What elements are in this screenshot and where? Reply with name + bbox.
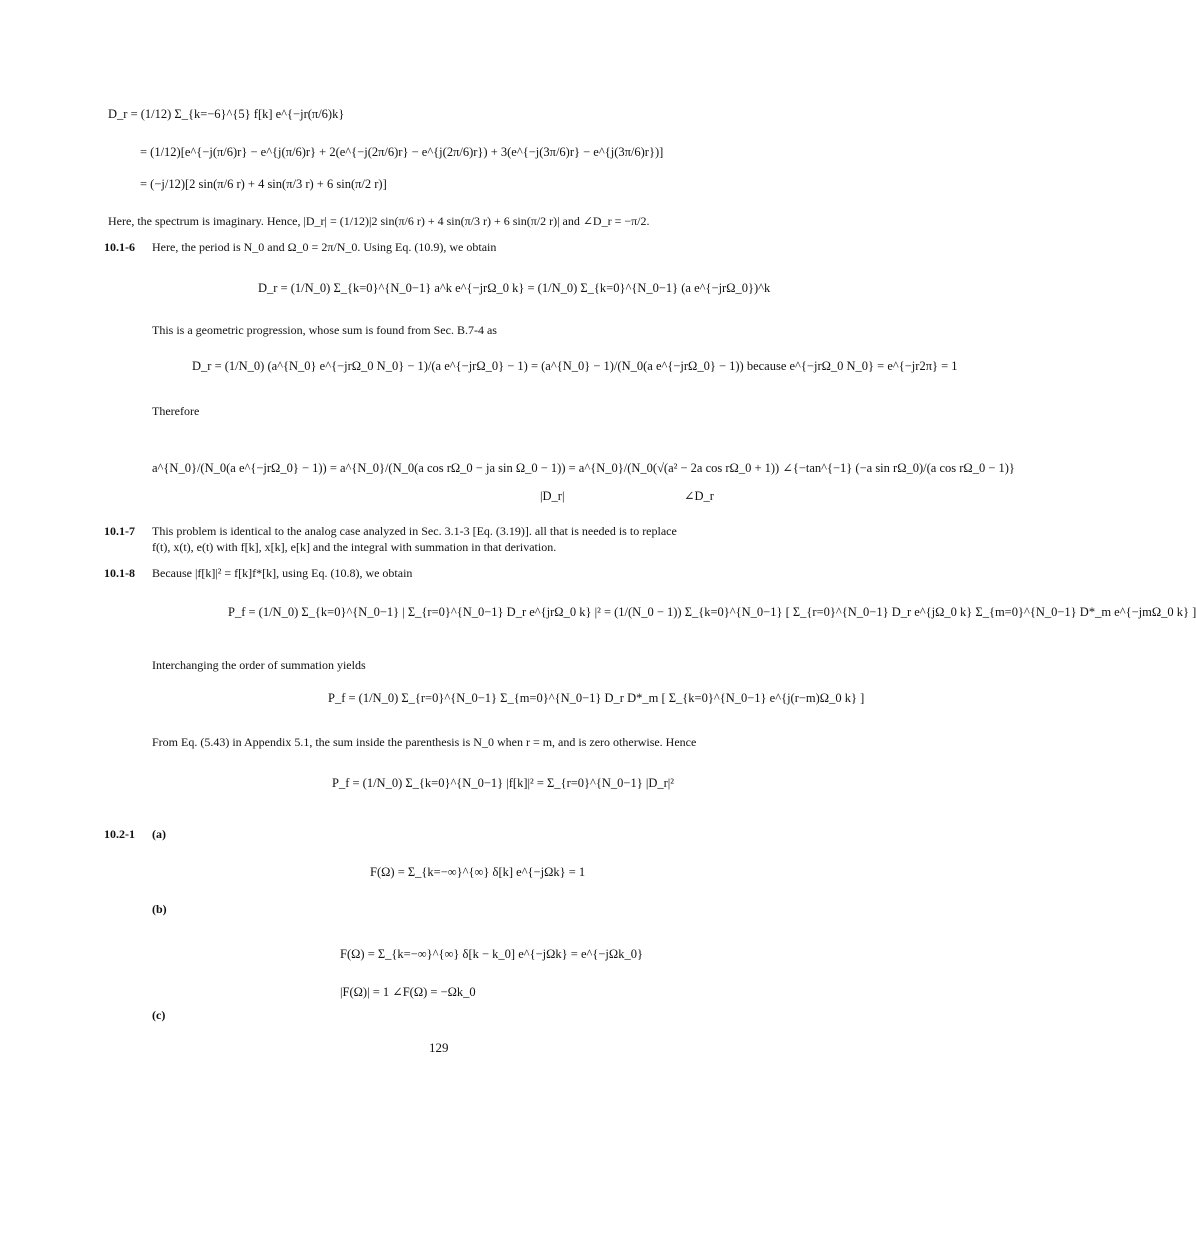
text-appendix: From Eq. (5.43) in Appendix 5.1, the sum inside the parenthesis is N_0 when r = m, and is zero otherwise. Hence [152,735,697,749]
text-analog-2: f(t), x(t), e(t) with f[k], x[k], e[k] and the integral with summation in that derivation. [152,540,557,554]
problem-10-1-8: 10.1-8 [104,566,135,580]
text-because: Because |f[k]|² = f[k]f*[k], using Eq. (10.8), we obtain [152,566,413,580]
problem-10-1-6: 10.1-6 [104,240,135,254]
eq-delta-b-magphase: |F(Ω)| = 1 ∠F(Ω) = −Ωk_0 [340,985,476,999]
text-period: Here, the period is N_0 and Ω_0 = 2π/N_0. Using Eq. (10.9), we obtain [152,240,497,254]
eq-delta-b: F(Ω) = Σ_{k=−∞}^{∞} δ[k − k_0] e^{−jΩk} = e^{−jΩk_0} [340,947,643,961]
part-a: (a) [152,827,166,841]
eq-pf-3: P_f = (1/N_0) Σ_{k=0}^{N_0−1} |f[k]|² = Σ_{r=0}^{N_0−1} |D_r|² [332,776,675,790]
eq-dr-sum: D_r = (1/N_0) Σ_{k=0}^{N_0−1} a^k e^{−jrΩ_0 k} = (1/N_0) Σ_{k=0}^{N_0−1} (a e^{−jrΩ_0})^k [258,281,771,295]
problem-10-2-1: 10.2-1 [104,827,135,841]
eq-delta-a: F(Ω) = Σ_{k=−∞}^{∞} δ[k] e^{−jΩk} = 1 [370,865,586,879]
text-therefore: Therefore [152,404,200,418]
page-number: 129 [429,1040,449,1055]
eq-magnitude-phase: a^{N_0}/(N_0(a e^{−jrΩ_0} − 1)) = a^{N_0}/(N_0(a cos rΩ_0 − ja sin Ω_0 − 1)) = a^{N_0}/(N_0(√(a² − 2a cos rΩ_0 + 1)) ∠{−tan^{−1} (−a sin rΩ_0)/(a cos rΩ_0 − 1)} [152,461,1015,475]
eq-dr-expand: = (1/12)[e^{−j(π/6)r} − e^{j(π/6)r} + 2(e^{−j(2π/6)r} − e^{j(2π/6)r}) + 3(e^{−j(3π/6)r} − e^{j(3π/6)r})] [140,145,664,159]
problem-10-1-7: 10.1-7 [104,524,135,538]
eq-geometric-sum: D_r = (1/N_0) (a^{N_0} e^{−jrΩ_0 N_0} − 1)/(a e^{−jrΩ_0} − 1) = (a^{N_0} − 1)/(N_0(a e^{−jrΩ_0} − 1)) because e^{−jrΩ_0 N_0} = e^{−jr2π} = 1 [192,359,958,373]
text-interchange: Interchanging the order of summation yields [152,658,366,672]
text-spectrum: Here, the spectrum is imaginary. Hence, |D_r| = (1/12)|2 sin(π/6 r) + 4 sin(π/3 r) + 6 sin(π/2 r)| and ∠D_r = −π/2. [108,214,650,228]
eq-dr-def: D_r = (1/12) Σ_{k=−6}^{5} f[k] e^{−jr(π/6)k} [108,107,345,121]
part-c: (c) [152,1008,166,1022]
part-b: (b) [152,902,167,916]
text-analog-1: This problem is identical to the analog case analyzed in Sec. 3.1-3 [Eq. (3.19)]. all that is needed is to replace [152,524,677,538]
label-dr-mag: |D_r| [540,489,565,503]
eq-pf-1: P_f = (1/N_0) Σ_{k=0}^{N_0−1} | Σ_{r=0}^{N_0−1} D_r e^{jrΩ_0 k} |² = (1/(N_0 − 1)) Σ_{k=0}^{N_0−1} [ Σ_{r=0}^{N_0−1} D_r e^{jΩ_0 k} Σ_{m=0}^{N_0−1} D*_m e^{−jmΩ_0 k} ] [228,605,1196,619]
label-dr-phase: ∠D_r [684,489,714,503]
eq-dr-sin: = (−j/12)[2 sin(π/6 r) + 4 sin(π/3 r) + 6 sin(π/2 r)] [140,177,387,191]
text-geometric: This is a geometric progression, whose sum is found from Sec. B.7-4 as [152,323,497,337]
eq-pf-2: P_f = (1/N_0) Σ_{r=0}^{N_0−1} Σ_{m=0}^{N_0−1} D_r D*_m [ Σ_{k=0}^{N_0−1} e^{j(r−m)Ω_0 k} ] [328,691,865,705]
